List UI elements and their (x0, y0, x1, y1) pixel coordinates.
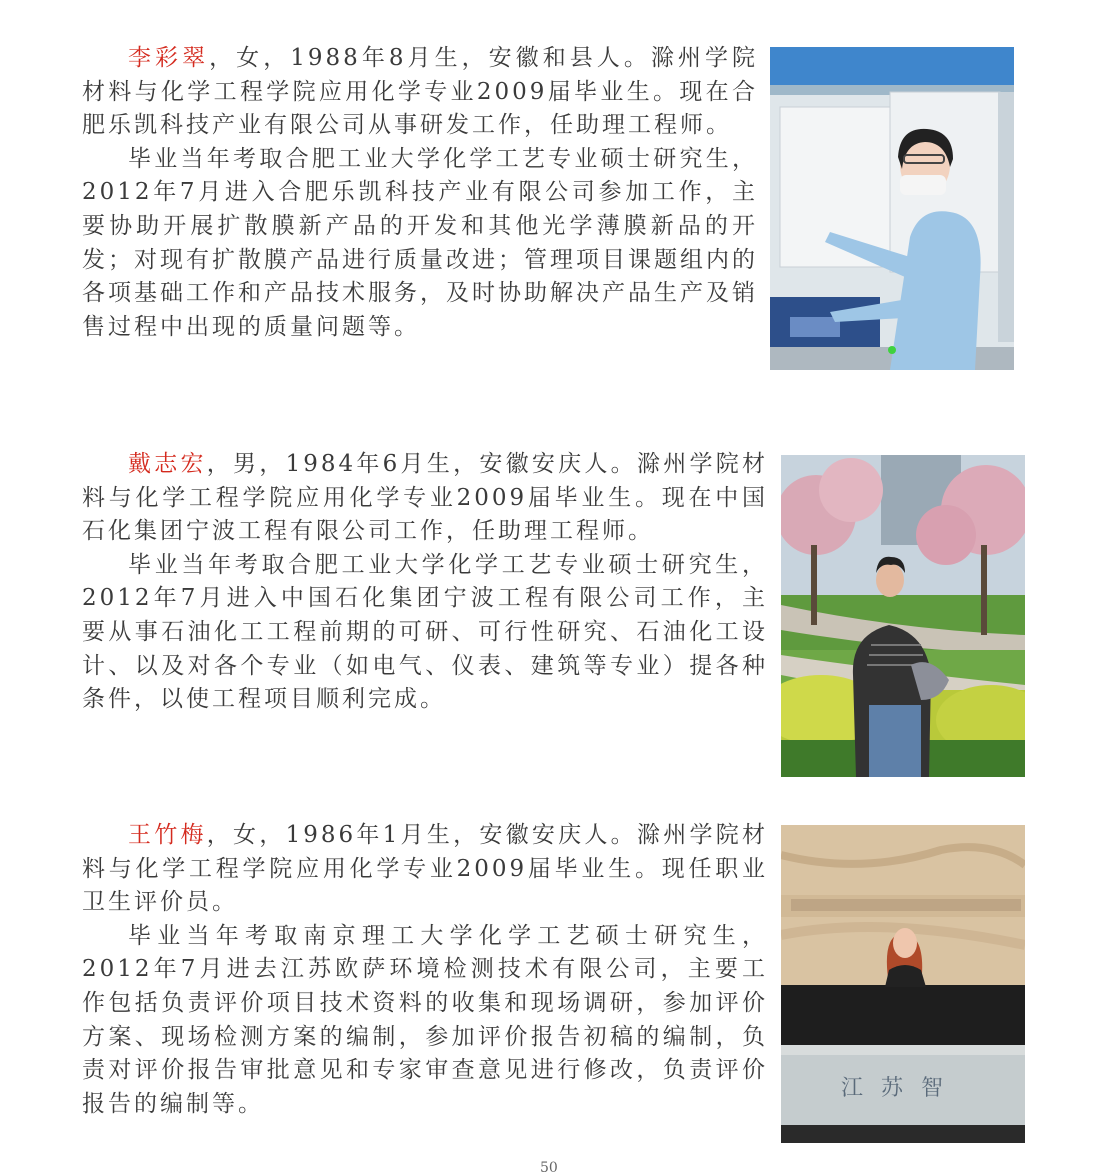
profile-3-photo (781, 825, 1025, 1143)
photo-3-sign: 江苏智 (841, 1076, 962, 1101)
profile-2-photo (781, 455, 1025, 777)
profile-2-name: 戴志宏 (128, 451, 207, 477)
page-number: 50 (540, 1160, 558, 1176)
profile-3-text (82, 819, 768, 1121)
profile-3-intro: 王竹梅，女，1986年1月生，安徽安庆人。滁州学院材料与化学工程学院应用化学专业2009届毕业生。现任职业卫生评价员。 (82, 822, 768, 916)
profile-2-intro: 戴志宏，男，1984年6月生，安徽安庆人。滁州学院材料与化学工程学院应用化学专业2009届毕业生。现在中国石化集团宁波工程有限公司工作，任助理工程师。 (82, 451, 768, 545)
profile-1-name: 李彩翠 (128, 45, 210, 71)
profile-3-name: 王竹梅 (128, 822, 207, 848)
profile-2-body: 毕业当年考取合肥工业大学化学工艺专业硕士研究生，2012年7月进入中国石化集团宁波工程有限公司工作，主要从事石油化工工程前期的可研、可行性研究、石油化工设计、以及对各个专业（如电气、仪表、建筑等专业）提各种条件，以使工程项目顺利完成。 (82, 551, 768, 713)
profile-1-text (82, 42, 758, 344)
profile-1-photo (770, 47, 1014, 370)
profile-1-body: 毕业当年考取合肥工业大学化学工艺专业硕士研究生， 2012年7月进入合肥乐凯科技产业有限公司参加工作，主要协助开展扩散膜新产品的开发和其他光学薄膜新品的开发；对现有扩散膜产品进行质量改进；管理项目课题组内的各项基础工作和产品技术服务，及时协助解决产品生产及销售过程中出现的质量问题等。 (82, 145, 758, 340)
profile-1-intro: 李彩翠，女，1988年8月生，安徽和县人。滁州学院材料与化学工程学院应用化学专业2009届毕业生。现在合肥乐凯科技产业有限公司从事研发工作，任助理工程师。 (82, 45, 759, 139)
profile-2-text (82, 448, 768, 717)
profile-3-body: 毕业当年考取南京理工大学化学工艺硕士研究生，2012年7月进去江苏欧萨环境检测技术有限公司，主要工作包括负责评价项目技术资料的收集和现场调研，参加评价方案、现场检测方案的编制，参加评价报告初稿的编制，负责对评价报告审批意见和专家审查意见进行修改，负责评价报告的编制等。 (82, 922, 768, 1117)
